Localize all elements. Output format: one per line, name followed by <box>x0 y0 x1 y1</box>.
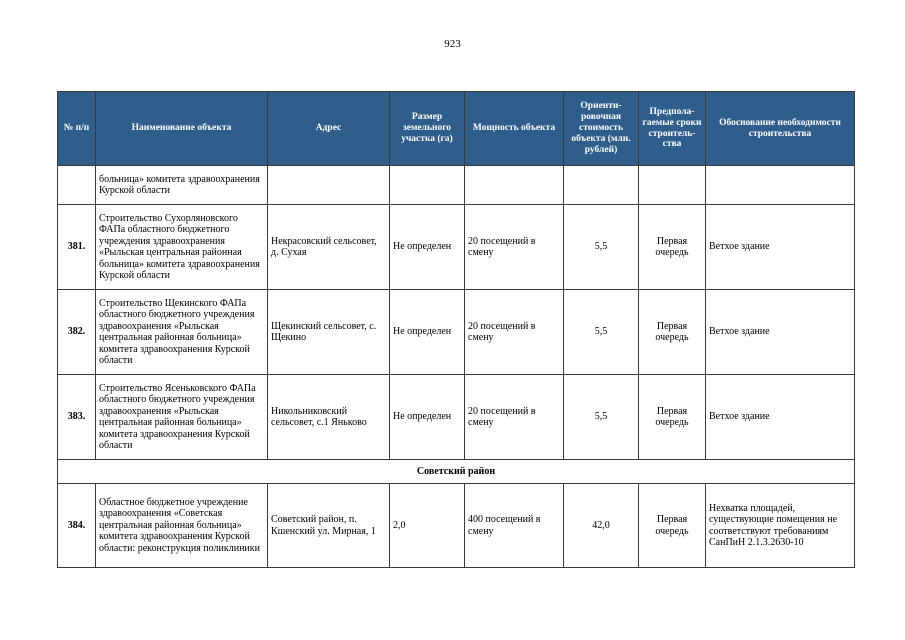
cell-reason: Ветхое здание <box>706 205 855 290</box>
cell-term: Первая очередь <box>639 205 706 290</box>
cell-land <box>390 166 465 205</box>
cell-address: Советский район, п. Кшенский ул. Мирная, 1 <box>268 484 390 568</box>
table-header-row <box>58 92 855 166</box>
cell-cost: 5,5 <box>564 375 639 460</box>
cell-reason <box>706 166 855 205</box>
section-row <box>58 460 855 484</box>
cell-num: 382. <box>58 290 96 375</box>
cell-name: Строительство Сухорляновского ФАПа областного бюджетного учреждения здравоохранения «Рыльская центральная районная больница» комитета здравоохранения Курской области <box>96 205 268 290</box>
header-term: Предпола-гаемые сроки строитель-ства <box>639 92 706 166</box>
cell-num: 383. <box>58 375 96 460</box>
cell-name: Строительство Щекинского ФАПа областного бюджетного учреждения здравоохранения «Рыльская центральная районная больница» комитета здравоохранения Курской области <box>96 290 268 375</box>
cell-land: Не определен <box>390 205 465 290</box>
cell-land: Не определен <box>390 375 465 460</box>
cell-num: 381. <box>58 205 96 290</box>
cell-address <box>268 166 390 205</box>
header-reason: Обоснование необходимости строительства <box>706 92 855 166</box>
table-row <box>58 205 855 290</box>
cell-cost: 5,5 <box>564 290 639 375</box>
cell-num: 384. <box>58 484 96 568</box>
cell-reason: Ветхое здание <box>706 290 855 375</box>
cell-term: Первая очередь <box>639 484 706 568</box>
cell-term: Первая очередь <box>639 375 706 460</box>
cell-address: Щекинский сельсовет, с. Щекино <box>268 290 390 375</box>
cell-reason: Нехватка площадей, существующие помещения не соответствуют требованиям СанПиН 2.1.3.2630-10 <box>706 484 855 568</box>
table-row <box>58 166 855 205</box>
section-title: Советский район <box>58 460 855 484</box>
header-capacity: Мощность объекта <box>465 92 564 166</box>
page-number: 923 <box>444 38 461 50</box>
cell-name: больница» комитета здравоохранения Курской области <box>96 166 268 205</box>
cell-num <box>58 166 96 205</box>
cell-land: Не определен <box>390 290 465 375</box>
cell-name: Областное бюджетное учреждение здравоохранения «Советская центральная районная больница» комитета здравоохранения Курской области: реконструкция поликлиники <box>96 484 268 568</box>
cell-name: Строительство Ясеньковского ФАПа областного бюджетного учреждения здравоохранения «Рыльская центральная районная больница» комитета здравоохранения Курской области <box>96 375 268 460</box>
header-cost: Ориенти-ровочная стоимость объекта (млн. рублей) <box>564 92 639 166</box>
cell-capacity: 20 посещений в смену <box>465 290 564 375</box>
header-land: Размер земельного участка (га) <box>390 92 465 166</box>
objects-table <box>57 91 855 568</box>
header-address: Адрес <box>268 92 390 166</box>
cell-cost: 42,0 <box>564 484 639 568</box>
table-row <box>58 375 855 460</box>
header-name: Наименование объекта <box>96 92 268 166</box>
cell-term: Первая очередь <box>639 290 706 375</box>
cell-address: Никольниковский сельсовет, с.1 Яньково <box>268 375 390 460</box>
table-row <box>58 290 855 375</box>
cell-reason: Ветхое здание <box>706 375 855 460</box>
header-num: № п/п <box>58 92 96 166</box>
cell-address: Некрасовский сельсовет, д. Сухая <box>268 205 390 290</box>
cell-capacity <box>465 166 564 205</box>
cell-capacity: 20 посещений в смену <box>465 375 564 460</box>
cell-cost: 5,5 <box>564 205 639 290</box>
cell-cost <box>564 166 639 205</box>
cell-capacity: 20 посещений в смену <box>465 205 564 290</box>
table-row <box>58 484 855 568</box>
cell-land: 2,0 <box>390 484 465 568</box>
cell-term <box>639 166 706 205</box>
cell-capacity: 400 посещений в смену <box>465 484 564 568</box>
